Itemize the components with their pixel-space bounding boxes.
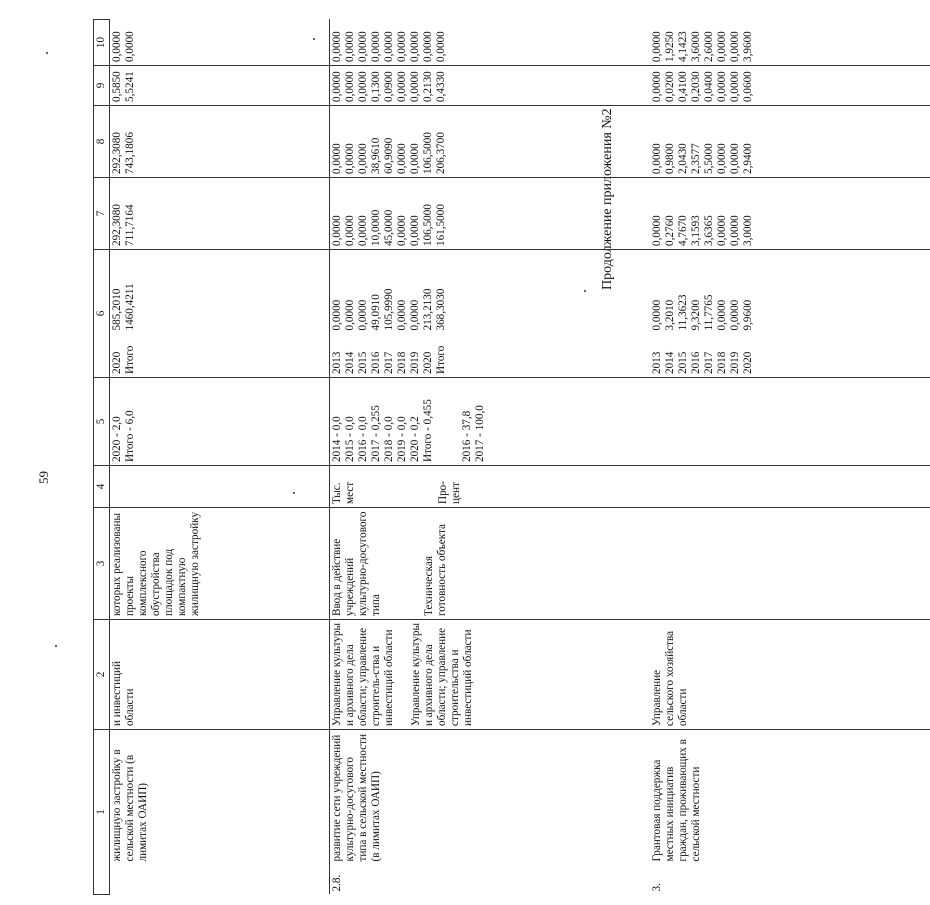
target-values-2-line: 2017 - 100,0	[474, 405, 486, 462]
col7-values-line: 0,0000	[396, 215, 408, 246]
year-list-line: 2020	[422, 351, 434, 374]
col7-values-line: 4,7670	[676, 215, 689, 246]
col10-values-line: 0,0000	[111, 31, 123, 62]
col9-values-line: 0,0000	[357, 71, 369, 102]
col9-values-line: 0,0000	[409, 71, 421, 102]
executor-cell	[330, 620, 650, 730]
target-values	[110, 378, 330, 466]
table-row	[650, 20, 930, 895]
col8-values-line: 0,0000	[396, 143, 408, 174]
header-cell: 5	[94, 378, 110, 466]
header-cell: 2	[94, 620, 110, 730]
col6-values-line: 0,0000	[409, 299, 421, 331]
event-name: жилищную застройку в сельской местности (в лимитах ОАИП)	[110, 730, 330, 865]
col9-values	[650, 66, 930, 106]
year-list-line: 2015	[357, 351, 369, 374]
col6-values	[110, 250, 330, 334]
year-list-line: 2014	[663, 351, 676, 374]
col6-values-line: 1460,4211	[124, 283, 136, 331]
header-row	[94, 20, 110, 895]
col8-values-line: 5,5000	[702, 143, 715, 174]
event-name: развитие сети учреждений культурно-досугового типа в сельской местности (в лимитах ОАИП)	[331, 733, 382, 862]
header-cell: 1	[94, 730, 110, 895]
header-cell: 6	[94, 250, 110, 378]
col10-values-line: 0,0000	[124, 31, 136, 62]
year-list-line: 2019	[728, 351, 741, 374]
target-values-line: 2014 - 0,0	[331, 416, 343, 462]
col10-values-line: 3,6000	[689, 31, 702, 62]
col10-values-line: 0,0000	[650, 31, 663, 62]
col10-values-line: 0,0000	[715, 31, 728, 62]
col8-values-line: 0,0000	[331, 143, 343, 174]
col7-values-line: 45,0000	[383, 209, 395, 246]
col9-values-line: 0,0000	[728, 71, 741, 102]
indicator: Ввод в действие учреждений культурно-досугового типа	[331, 511, 382, 616]
col8-values-line: 206,3700	[435, 132, 447, 174]
col9-values	[330, 66, 650, 106]
target-values-line: 2018 - 0,0	[383, 416, 395, 462]
executor-2: Управление культуры и архивного дела области; управление строительства и инвестиций области	[410, 623, 474, 726]
col9-values-line: 0,0000	[650, 71, 663, 102]
col9-values-line: 5,5241	[124, 71, 136, 102]
col8-values-line: 0,0000	[344, 143, 356, 174]
col6-values-line: 9,3200	[689, 299, 702, 331]
appendix-label: Продолжение приложения №2	[600, 108, 615, 290]
col8-values-line: 2,9400	[741, 143, 754, 174]
year-list-line: 2013	[331, 351, 343, 374]
scan-speck	[46, 52, 48, 54]
header-cell: 9	[94, 66, 110, 106]
indicator-cell	[110, 508, 330, 620]
col9-values-line: 0,0200	[663, 71, 676, 102]
executor-cell	[110, 620, 330, 730]
col8-values-line: 60,9090	[383, 137, 395, 174]
event-name: Грантовая поддержка местных инициатив граждан, проживающих в сельской местности	[650, 739, 702, 862]
col10-values	[330, 20, 650, 66]
col10-values-line: 4,1423	[676, 31, 689, 62]
col7-values-line: 711,7164	[124, 204, 136, 246]
col8-values-line: 2,3577	[689, 143, 702, 174]
col8-values-line: 106,5000	[422, 132, 434, 174]
executor: Управление сельского хозяйства области	[650, 630, 689, 726]
col9-values-line: 0,0000	[331, 71, 343, 102]
col7-values-line: 292,3080	[111, 204, 123, 246]
col7-values-line: 3,6365	[702, 215, 715, 246]
col7-values-line: 0,0000	[331, 215, 343, 246]
executor-cell	[650, 620, 930, 730]
col8-values	[330, 106, 650, 178]
col6-values-line: 11,3623	[676, 294, 689, 331]
target-values-line: 2016 - 0,0	[357, 416, 369, 462]
header-cell: 4	[94, 466, 110, 508]
col9-values-line: 0,2130	[422, 71, 434, 102]
col7-values	[110, 178, 330, 250]
indicator: которых реализованы проекты комплексного обустройства площадок под компактную жилищную застройку	[111, 511, 201, 616]
col10-values-line: 0,0000	[422, 31, 434, 62]
col9-values-line: 0,2030	[689, 71, 702, 102]
scan-speck	[55, 645, 57, 647]
unit-cell	[110, 466, 330, 508]
indicator-cell	[650, 508, 930, 620]
table-body	[110, 20, 930, 895]
header-cell: 10	[94, 20, 110, 66]
col8-values-line: 0,0000	[715, 143, 728, 174]
col6-values-line: 585,2010	[111, 288, 123, 331]
col9-values-line: 0,0400	[702, 71, 715, 102]
unit: Тыс. мест	[331, 481, 356, 504]
col7-values-line: 0,0000	[715, 215, 728, 246]
header-cell: 7	[94, 178, 110, 250]
col9-values	[110, 66, 330, 106]
col8-values-line: 0,0000	[409, 143, 421, 174]
year-list-line: Итого	[124, 345, 136, 374]
target-values	[330, 378, 650, 466]
col10-values-line: 0,0000	[396, 31, 408, 62]
target-values-line: 2020 - 0,2	[409, 416, 421, 462]
col6-values-line: 49,0910	[370, 294, 382, 331]
col6-values	[650, 250, 930, 334]
col9-values-line: 0,0000	[715, 71, 728, 102]
col8-values-line: 743,1806	[124, 132, 136, 174]
col8-values-line: 0,9800	[663, 143, 676, 174]
col8-values-line: 38,9610	[370, 137, 382, 174]
col7-values	[650, 178, 930, 250]
col10-values-line: 0,0000	[331, 31, 343, 62]
year-list-line: 2015	[676, 351, 689, 374]
table-row	[330, 20, 650, 895]
col6-values-line: 11,7765	[702, 294, 715, 331]
table-row	[110, 20, 330, 895]
year-list-line: 2016	[370, 351, 382, 374]
col10-values-line: 0,0000	[435, 31, 447, 62]
col6-values-line: 213,2130	[422, 288, 434, 331]
year-list-line: 2020	[741, 351, 754, 374]
col7-values-line: 0,0000	[344, 215, 356, 246]
target-values-line: 2017 - 0,255	[370, 405, 382, 462]
year-list-line: 2017	[383, 351, 395, 374]
col9-values-line: 0,4330	[435, 71, 447, 102]
unit-2: Про-цент	[437, 481, 462, 504]
year-list	[650, 334, 930, 378]
col8-values-line: 0,0000	[728, 143, 741, 174]
col9-values-line: 0,1300	[370, 71, 382, 102]
col10-values-line: 2,6000	[702, 31, 715, 62]
col7-values-line: 0,0000	[357, 215, 369, 246]
target-values	[650, 378, 930, 466]
col10-values-line: 0,0000	[409, 31, 421, 62]
col9-values-line: 0,0600	[741, 71, 754, 102]
col6-values-line: 0,0000	[344, 299, 356, 331]
unit-cell	[330, 466, 650, 508]
target-values-line: Итого - 0,455	[422, 399, 434, 462]
row-number: 2.8.	[331, 874, 343, 892]
col7-values-line: 0,0000	[409, 215, 421, 246]
page-number: 59	[36, 471, 51, 484]
col9-values-line: 0,4100	[676, 71, 689, 102]
col8-values-line: 2,0430	[676, 143, 689, 174]
col6-values-line: 0,0000	[331, 299, 343, 331]
col6-values-line: 9,9600	[741, 299, 754, 331]
col9-values-line: 0,5850	[111, 71, 123, 102]
target-values-line: 2020 - 2,0	[111, 416, 123, 462]
col8-values	[650, 106, 930, 178]
row-number: 3.	[650, 883, 663, 892]
col7-values-line: 10,0000	[370, 209, 382, 246]
col10-values-line: 0,0000	[370, 31, 382, 62]
col8-values-line: 292,3080	[111, 132, 123, 174]
col6-values-line: 0,0000	[396, 299, 408, 331]
target-values-line: Итого - 6,0	[124, 410, 136, 462]
target-values-line: 2019 - 0,0	[396, 416, 408, 462]
year-list	[330, 334, 650, 378]
executor: и инвестиций области	[111, 660, 136, 726]
year-list-line: 2016	[689, 351, 702, 374]
col6-values-line: 105,9990	[383, 288, 395, 331]
year-list	[110, 334, 330, 378]
year-list-line: 2018	[715, 351, 728, 374]
year-list-line: 2013	[650, 351, 663, 374]
row-number	[110, 865, 330, 895]
col9-values-line: 0,0900	[383, 71, 395, 102]
col7-values-line: 0,2760	[663, 215, 676, 246]
col6-values-line: 0,0000	[715, 299, 728, 331]
indicator-cell	[330, 508, 650, 620]
col7-values-line: 3,1593	[689, 215, 702, 246]
col8-values	[110, 106, 330, 178]
col6-values-line: 0,0000	[728, 299, 741, 331]
header-cell: 3	[94, 508, 110, 620]
year-list-line: 2020	[111, 351, 123, 374]
header-cell: 8	[94, 106, 110, 178]
year-list-line: Итого	[435, 345, 447, 374]
year-list-line: 2017	[702, 351, 715, 374]
year-list-line: 2018	[396, 351, 408, 374]
target-values-line: 2015 - 0,0	[344, 416, 356, 462]
col7-values-line: 0,0000	[650, 215, 663, 246]
col6-values-line: 368,3030	[435, 288, 447, 331]
col10-values	[110, 20, 330, 66]
indicator-2: Техническая готовность объекта	[423, 523, 448, 616]
col10-values	[650, 20, 930, 66]
col6-values-line: 3,2010	[663, 299, 676, 331]
col6-values-line: 0,0000	[357, 299, 369, 331]
col10-values-line: 1,9250	[663, 31, 676, 62]
col10-values-line: 0,0000	[344, 31, 356, 62]
col9-values-line: 0,0000	[396, 71, 408, 102]
col7-values-line: 3,0000	[741, 215, 754, 246]
year-list-line: 2019	[409, 351, 421, 374]
col8-values-line: 0,0000	[650, 143, 663, 174]
executor: Управление культуры и архивного дела области; управление строитель-ства и инвестиций области	[331, 623, 395, 726]
col9-values-line: 0,0000	[344, 71, 356, 102]
col7-values-line: 0,0000	[728, 215, 741, 246]
year-list-line: 2014	[344, 351, 356, 374]
col10-values-line: 0,0000	[728, 31, 741, 62]
col7-values-line: 106,5000	[422, 204, 434, 246]
col10-values-line: 0,0000	[357, 31, 369, 62]
unit-cell	[650, 466, 930, 508]
col10-values-line: 0,0000	[383, 31, 395, 62]
col8-values-line: 0,0000	[357, 143, 369, 174]
col6-values	[330, 250, 650, 334]
target-values-2-line: 2016 - 37,8	[461, 410, 473, 462]
program-table	[93, 19, 930, 895]
col7-values	[330, 178, 650, 250]
col7-values-line: 161,5000	[435, 204, 447, 246]
col6-values-line: 0,0000	[650, 299, 663, 331]
col10-values-line: 3,9600	[741, 31, 754, 62]
